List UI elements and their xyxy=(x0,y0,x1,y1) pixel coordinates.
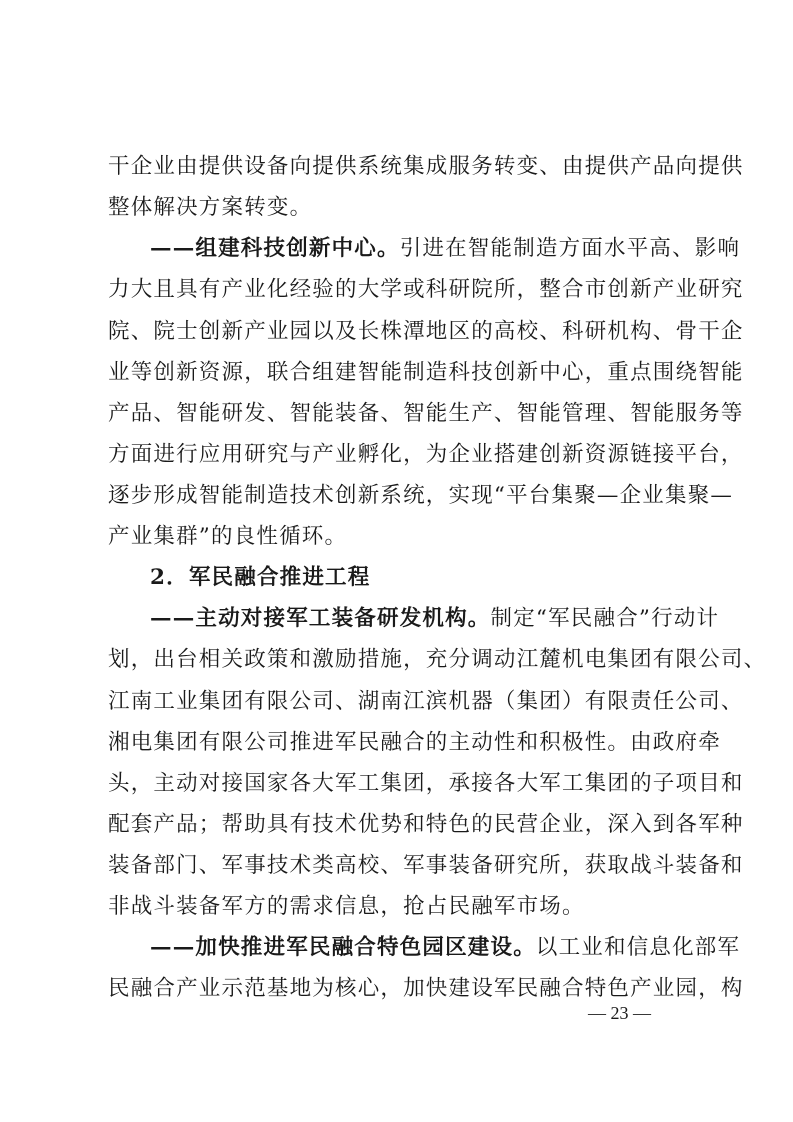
text-line xyxy=(108,275,744,305)
text-line xyxy=(108,440,744,470)
text-segment: 力大且具有产业化经验的大学或科研院所，整合市创新产业研究 xyxy=(108,277,744,302)
text-line xyxy=(108,481,734,511)
text-segment: 湘电集团有限公司推进军民融合的主动性和积极性。由政府牵 xyxy=(108,730,721,755)
text-line xyxy=(108,645,767,675)
text-line xyxy=(108,522,688,552)
text-segment: 干企业由提供设备向提供系统集成服务转变、由提供产品向提供 xyxy=(108,154,744,179)
section-title-text: 2．军民融合推进工程 xyxy=(150,565,371,590)
text-line xyxy=(108,358,744,388)
text-segment: 引进在智能制造方面水平高、影响 xyxy=(399,236,741,261)
text-line xyxy=(108,851,744,881)
text-segment: 头，主动对接国家各大军工集团，承接各大军工集团的子项目和 xyxy=(108,771,744,796)
text-line xyxy=(108,399,744,429)
text-segment: 以工业和信息化部军 xyxy=(535,935,741,960)
text-segment: 方面进行应用研究与产业孵化，为企业搭建创新资源链接平台， xyxy=(108,442,744,467)
text-segment: 逐步形成智能制造技术创新系统，实现“平台集聚—企业集聚— xyxy=(108,483,734,508)
text-segment: 装备部门、军事技术类高校、军事装备研究所，获取战斗装备和 xyxy=(108,853,744,878)
text-segment: 划，出台相关政策和激励措施，充分调动江麓机电集团有限公司、 xyxy=(108,647,767,672)
text-line xyxy=(108,317,744,347)
text-segment: 江南工业集团有限公司、湖南江滨机器（集团）有限责任公司、 xyxy=(108,689,744,714)
text-line xyxy=(108,193,688,223)
text-line xyxy=(108,728,721,758)
text-segment: 院、院士创新产业园以及长株潭地区的高校、科研机构、骨干企 xyxy=(108,319,744,344)
text-line xyxy=(108,810,744,840)
text-line xyxy=(108,769,744,799)
text-segment: 产业集群”的良性循环。 xyxy=(108,524,348,549)
bold-lead: ——加快推进军民融合特色园区建设。 xyxy=(150,935,536,960)
text-segment: 制定“军民融合”行动计 xyxy=(490,606,720,631)
section-heading-line xyxy=(150,234,741,264)
text-segment: 业等创新资源，联合组建智能制造科技创新中心，重点围绕智能 xyxy=(108,360,744,385)
text-segment: 民融合产业示范基地为核心，加快建设军民融合特色产业园，构 xyxy=(108,976,744,1001)
bold-lead: ——主动对接军工装备研发机构。 xyxy=(150,606,491,631)
text-line xyxy=(108,687,744,717)
bold-lead: ——组建科技创新中心。 xyxy=(150,236,400,261)
text-segment: 整体解决方案转变。 xyxy=(108,195,313,220)
text-line xyxy=(108,152,744,182)
text-segment: 产品、智能研发、智能装备、智能生产、智能管理、智能服务等 xyxy=(108,401,744,426)
section-heading-line xyxy=(150,604,720,634)
page-number: — 23 — xyxy=(588,1003,651,1023)
text-line xyxy=(108,892,688,922)
section-title xyxy=(150,563,688,593)
text-segment: 非战斗装备军方的需求信息，抢占民融军市场。 xyxy=(108,894,585,919)
text-segment: 配套产品；帮助具有技术优势和特色的民营企业，深入到各军种 xyxy=(108,812,744,837)
section-heading-line xyxy=(150,933,741,963)
